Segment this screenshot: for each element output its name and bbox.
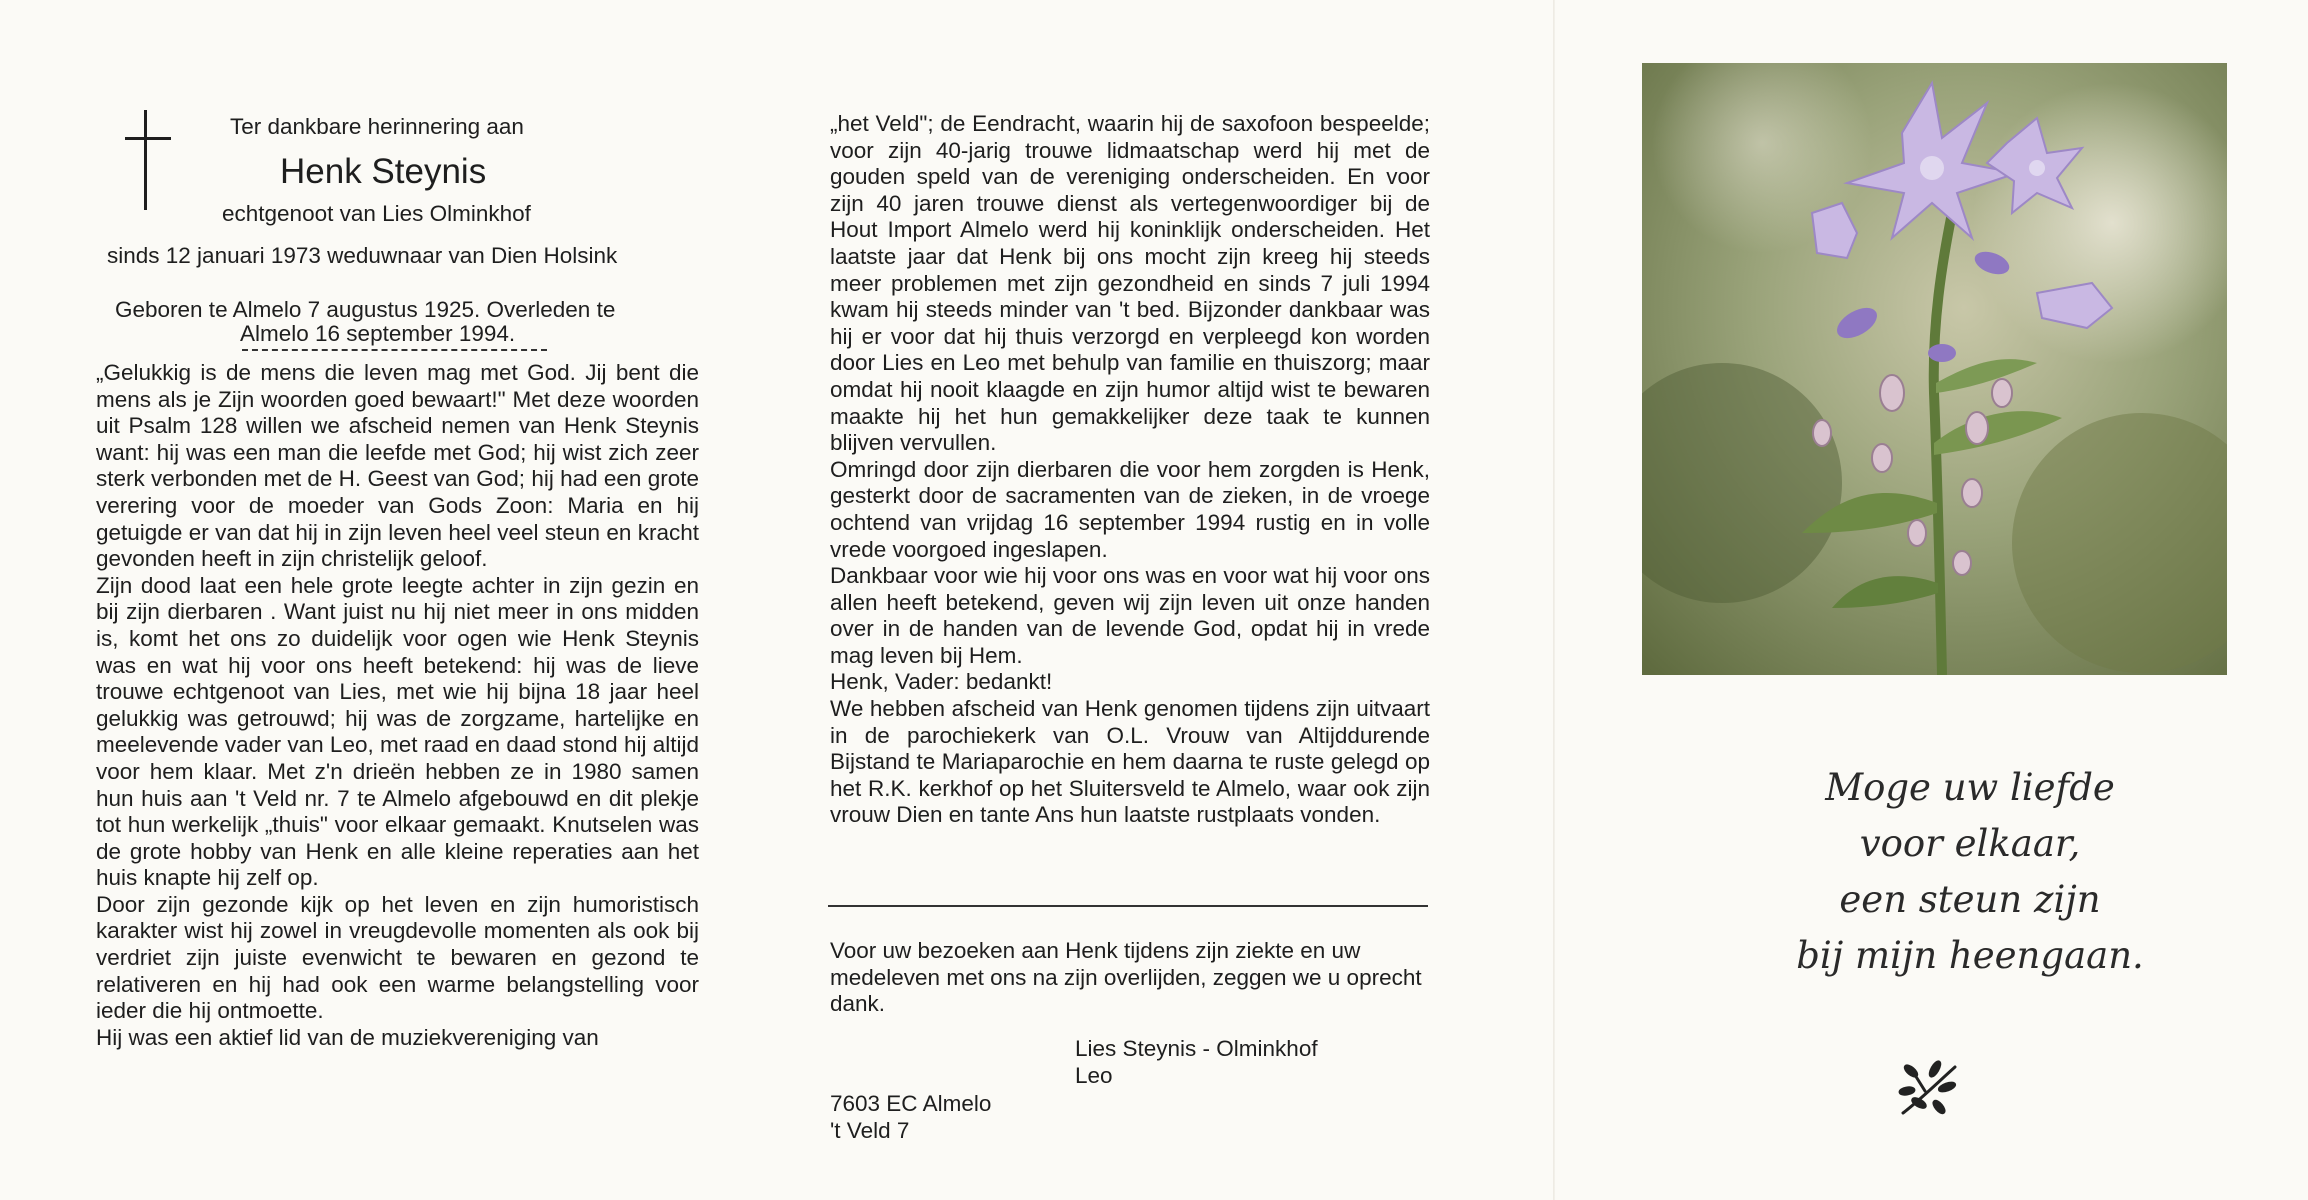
verse-line: voor elkaar, [1859, 822, 2081, 865]
left-column-text [96, 360, 699, 1051]
widower-line: sinds 12 januari 1973 weduwnaar van Dien Holsink [107, 243, 618, 268]
signature-name: Lies Steynis - Olminkhof [1075, 1036, 1318, 1061]
spouse-line: echtgenoot van Lies Olminkhof [222, 201, 531, 226]
left-paragraph: Door zijn gezonde kijk op het leven en zijn humoristisch karakter wist hij zowel in vreugdevolle momenten als ook bij verdriet zijn juiste evenwicht te bewaren en gezond te relativeren en hij had ook een warme belangstelling voor ieder die hij ontmoette. [96, 891, 699, 1024]
verse-line: bij mijn heengaan. [1796, 934, 2144, 977]
address-line: 't Veld 7 [830, 1118, 910, 1143]
middle-paragraph: We hebben afscheid van Henk genomen tijdens zijn uitvaart in de parochiekerk van O.L. Vrouw van Altijddurende Bijstand te Mariaparochie en hem daarna te ruste gelegd op het R.K. kerkhof op het Sluitersveld te Almelo, waar ook zijn vrouw Dien en tante Ans hun laatste rustplaats vonden. [830, 696, 1430, 828]
flower-photo [1642, 63, 2227, 675]
horizontal-rule [828, 905, 1428, 907]
card-fold [1553, 0, 1555, 1200]
signature-name: Leo [1075, 1063, 1113, 1088]
intro-text: Ter dankbare herinnering aan [230, 114, 524, 139]
decorative-divider [242, 349, 547, 351]
born-line-1: Geboren te Almelo 7 augustus 1925. Overleden te [115, 297, 616, 322]
handwritten-verse [1760, 760, 2180, 984]
middle-column-text [830, 111, 1430, 829]
olive-sprig-icon [1895, 1055, 1965, 1125]
middle-paragraph: Dankbaar voor wie hij voor ons was en voor wat hij voor ons allen heeft betekend, geven wij zijn leven uit onze handen over in de handen van de levende God, opdat hij in vrede mag leven bij Hem. [830, 563, 1430, 668]
verse-line: een steun zijn [1839, 878, 2101, 921]
left-paragraph: „Gelukkig is de mens die leven mag met God. Jij bent die mens als je Zijn woorden goed bewaart!" Met deze woorden uit Psalm 128 willen we afscheid nemen van Henk Steynis want: hij was een man die leefde met God; hij wist zich zeer sterk verbonden met de H. Geest van God; hij had een grote verering voor de moeder van Gods Zoon: Maria en hij getuigde er van dat hij in zijn leven heel veel steun en kracht gevonden heeft in zijn christelijk geloof. [96, 360, 699, 572]
middle-paragraph: „het Veld"; de Eendracht, waarin hij de saxofoon bespeelde; voor zijn 40-jarig trouwe lidmaatschap werd hij met de gouden speld van de vereniging onderscheiden. En voor zijn 40 jaren trouwe dienst als vertegenwoordiger bij de Hout Import Almelo werd hij koninklijk onderscheiden. Het laatste jaar dat Henk bij ons mocht zijn kreeg hij steeds meer problemen met zijn gezondheid en sinds 7 juli 1994 kwam hij steeds minder van 't bed. Bijzonder dankbaar was hij er voor dat hij thuis verzorgd en verpleegd kon worden door Lies en Leo met behulp van familie en thuiszorg; maar omdat hij nooit klaagde en zijn humor altijd wist te bewaren maakte hij het hun gemakkelijker deze taak te kunnen blijven vervullen. [830, 111, 1430, 456]
middle-paragraph: Henk, Vader: bedankt! [830, 669, 1053, 695]
address-line: 7603 EC Almelo [830, 1091, 992, 1116]
deceased-name: Henk Steynis [280, 152, 487, 191]
thanks-paragraph: Voor uw bezoeken aan Henk tijdens zijn ziekte en uw medeleven met ons na zijn overlijden, zeggen we u oprecht dank. [830, 938, 1422, 1017]
born-line-2: Almelo 16 september 1994. [240, 321, 516, 346]
left-paragraph: Hij was een aktief lid van de muziekvereniging van [96, 1024, 599, 1050]
verse-line: Moge uw liefde [1825, 766, 2115, 809]
left-paragraph: Zijn dood laat een hele grote leegte achter in zijn gezin en bij zijn dierbaren . Want juist nu hij niet meer in ons midden is, komt het ons zo duidelijk voor ogen wie Henk Steynis was en wat hij voor ons heeft betekend: hij was de lieve trouwe echtgenoot van Lies, met wie hij bijna 18 jaar heel gelukkig was getrouwd; hij was de zorgzame, hartelijke en meelevende vader van Leo, met raad en daad stond hij altijd voor hem klaar. Met z'n drieën hebben ze in 1980 samen hun huis aan 't Veld nr. 7 te Almelo afgebouwd en dit plekje tot hun werkelijk „thuis" voor elkaar gemaakt. Knutselen was de grote hobby van Henk en alle kleine reperaties aan het huis knapte hij zelf op. [96, 572, 699, 891]
thanks-text [830, 938, 1430, 1018]
cross-icon [125, 110, 171, 210]
middle-paragraph: Omringd door zijn dierbaren die voor hem zorgden is Henk, gesterkt door de sacramenten van de zieken, in de vroege ochtend van vrijdag 16 september 1994 rustig en in volle vrede voorgoed ingeslapen. [830, 456, 1430, 562]
